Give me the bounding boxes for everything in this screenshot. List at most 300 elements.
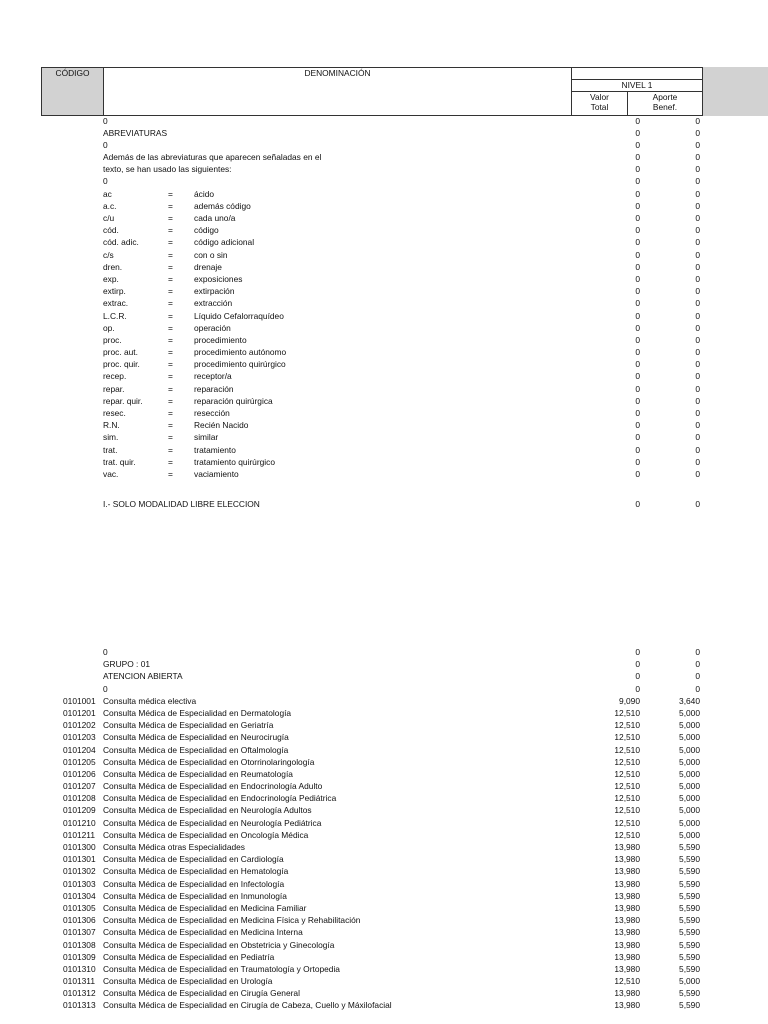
aporte-benef: 5,000 <box>679 781 700 792</box>
item-description: Consulta Médica de Especialidad en Neurología Adultos <box>103 805 312 816</box>
abbreviation-row <box>0 224 768 236</box>
abbreviation-meaning: código <box>194 225 219 236</box>
abbreviation: R.N. <box>103 420 120 431</box>
aporte-benef: 5,590 <box>679 866 700 877</box>
section-row-wrap <box>0 498 768 510</box>
aporte-header-line1: Aporte <box>652 92 678 102</box>
equals-sign: = <box>168 298 173 309</box>
valor-total: 0 <box>635 225 640 236</box>
aporte-benef: 0 <box>695 249 700 260</box>
table-row <box>0 853 768 865</box>
item-code: 0101306 <box>63 915 96 926</box>
abbreviation: c/u <box>103 213 115 223</box>
valor-total: 0 <box>635 127 640 138</box>
equals-sign: = <box>168 420 173 431</box>
aporte-benef: 5,590 <box>679 939 700 950</box>
valor-total: 0 <box>635 499 640 509</box>
abbreviation: op. <box>103 322 115 333</box>
abbreviation-meaning: similar <box>194 432 219 443</box>
item-description: Consulta Médica de Especialidad en Oncología Médica <box>103 829 309 840</box>
abbreviation-meaning: tratamiento quirúrgico <box>194 456 275 467</box>
valor-total: 0 <box>635 359 640 370</box>
equals-sign: = <box>168 456 173 467</box>
header-gray-band <box>702 67 768 116</box>
aporte-benef: 0 <box>695 383 700 394</box>
valor-total: 13,980 <box>614 988 640 999</box>
abbreviation: L.C.R. <box>103 310 127 321</box>
table-row <box>0 999 768 1011</box>
table-row <box>0 878 768 890</box>
table-row <box>0 139 768 151</box>
valor-total: 0 <box>635 408 640 418</box>
aporte-benef: 0 <box>695 395 700 406</box>
abbreviation: repar. quir. <box>103 395 143 406</box>
valor-total: 0 <box>635 139 640 150</box>
abbreviation-row <box>0 200 768 212</box>
section-title: I.- SOLO MODALIDAD LIBRE ELECCION <box>103 499 260 509</box>
aporte-benef: 0 <box>695 334 700 345</box>
item-code: 0101210 <box>63 817 96 828</box>
table-row <box>0 719 768 731</box>
table-row <box>0 792 768 804</box>
abbreviation-row <box>0 285 768 297</box>
valor-total: 12,510 <box>614 732 640 743</box>
table-row <box>0 987 768 999</box>
item-description: Consulta Médica de Especialidad en Neurocirugía <box>103 732 289 743</box>
abbreviation-meaning: receptor/a <box>194 371 232 382</box>
aporte-benef: 5,000 <box>679 793 700 804</box>
row-text: 0 <box>103 176 108 187</box>
aporte-benef: 0 <box>695 139 700 150</box>
valor-total: 13,980 <box>614 927 640 938</box>
table-row <box>0 963 768 975</box>
aporte-benef: 0 <box>695 176 700 187</box>
valor-total: 13,980 <box>614 842 640 852</box>
valor-total: 12,510 <box>614 756 640 767</box>
item-description: Consulta Médica de Especialidad en Otorrinolaringología <box>103 756 315 767</box>
table-row <box>0 829 768 841</box>
aporte-benef: 5,590 <box>679 878 700 889</box>
denominacion-header: DENOMINACIÓN <box>304 68 371 78</box>
item-code: 0101204 <box>63 744 96 755</box>
abbreviation: sim. <box>103 432 119 443</box>
valor-total: 0 <box>635 310 640 321</box>
abbreviation-row <box>0 273 768 285</box>
table-row <box>0 175 768 187</box>
aporte-benef: 5,000 <box>679 768 700 779</box>
item-code: 0101201 <box>63 707 96 718</box>
equals-sign: = <box>168 273 173 284</box>
abbreviation-meaning: reparación quirúrgica <box>194 395 273 406</box>
aporte-benef: 0 <box>695 659 700 670</box>
abbreviation-row <box>0 456 768 468</box>
abbreviation-list <box>0 188 768 481</box>
valor-total: 13,980 <box>614 866 640 877</box>
abbreviation: cód. <box>103 225 119 236</box>
abbreviation-row <box>0 236 768 248</box>
aporte-benef: 0 <box>695 359 700 370</box>
intro-paragraph-line: texto, se han usado las siguientes: <box>103 164 232 175</box>
item-code: 0101202 <box>63 720 96 731</box>
table-row <box>0 804 768 816</box>
valor-total: 12,510 <box>614 817 640 828</box>
equals-sign: = <box>168 359 173 370</box>
aporte-benef: 0 <box>695 310 700 321</box>
table-row <box>0 951 768 963</box>
item-description: Consulta Médica de Especialidad en Cirugía de Cabeza, Cuello y Máxilofacial <box>103 1000 392 1011</box>
abbreviation-meaning: vaciamiento <box>194 468 239 479</box>
item-description: Consulta Médica otras Especialidades <box>103 842 245 852</box>
equals-sign: = <box>168 408 173 418</box>
table-row <box>0 939 768 951</box>
aporte-benef: 5,000 <box>679 744 700 755</box>
item-description: Consulta Médica de Especialidad en Medicina Interna <box>103 927 303 938</box>
table-row <box>0 731 768 743</box>
abbreviation-meaning: extracción <box>194 298 233 309</box>
item-description: Consulta Médica de Especialidad en Obstetricia y Ginecología <box>103 939 335 950</box>
abbreviation: exp. <box>103 273 119 284</box>
aporte-benef: 0 <box>695 261 700 272</box>
valor-total: 12,510 <box>614 781 640 792</box>
valor-total: 0 <box>635 444 640 455</box>
abbreviation-row <box>0 468 768 480</box>
valor-total: 9,090 <box>619 695 640 706</box>
table-row <box>0 756 768 768</box>
equals-sign: = <box>168 468 173 479</box>
valor-total: 13,980 <box>614 915 640 926</box>
equals-sign: = <box>168 444 173 455</box>
abbreviation-meaning: Líquido Cefalorraquídeo <box>194 310 284 321</box>
aporte-benef: 5,590 <box>679 1000 700 1011</box>
abbreviation-row <box>0 322 768 334</box>
abbreviation-meaning: código adicional <box>194 237 255 248</box>
table-row <box>0 817 768 829</box>
aporte-benef: 5,000 <box>679 976 700 987</box>
aporte-header-cell <box>627 91 703 116</box>
group-subtitle: ATENCION ABIERTA <box>103 671 183 682</box>
aporte-benef: 5,000 <box>679 756 700 767</box>
equals-sign: = <box>168 188 173 199</box>
abbreviation-meaning: procedimiento <box>194 334 247 345</box>
abbreviation-row <box>0 419 768 431</box>
valor-total: 0 <box>635 261 640 272</box>
aporte-benef: 0 <box>695 671 700 682</box>
valor-total: 12,510 <box>614 707 640 718</box>
table-row <box>0 707 768 719</box>
valor-total: 0 <box>635 395 640 406</box>
aporte-benef: 3,640 <box>679 695 700 706</box>
item-description: Consulta Médica de Especialidad en Cirugía General <box>103 988 300 999</box>
table-row <box>0 841 768 853</box>
group-section <box>0 646 768 1012</box>
item-description: Consulta Médica de Especialidad en Reumatología <box>103 768 293 779</box>
item-code: 0101300 <box>63 842 96 852</box>
row-text: 0 <box>103 683 108 694</box>
aporte-benef: 5,000 <box>679 805 700 816</box>
equals-sign: = <box>168 383 173 394</box>
equals-sign: = <box>168 200 173 211</box>
abbreviation: recep. <box>103 371 127 382</box>
valor-total: 12,510 <box>614 744 640 755</box>
nivel-header: NIVEL 1 <box>621 80 653 90</box>
abbreviation-row <box>0 444 768 456</box>
row-text: 0 <box>103 139 108 150</box>
abbreviation-row <box>0 395 768 407</box>
item-list <box>0 695 768 1012</box>
valor-total: 0 <box>635 432 640 443</box>
intro-paragraph-line: Además de las abreviaturas que aparecen señaladas en el <box>103 152 322 163</box>
abbreviation-meaning: además código <box>194 200 251 211</box>
item-description: Consulta Médica de Especialidad en Inmunología <box>103 890 287 901</box>
item-code: 0101310 <box>63 963 96 974</box>
abbreviation: trat. <box>103 444 118 455</box>
item-description: Consulta Médica de Especialidad en Medicina Física y Rehabilitación <box>103 915 361 926</box>
abbreviation: ac <box>103 188 112 199</box>
abbreviation: proc. aut. <box>103 347 138 358</box>
valor-total: 0 <box>635 659 640 670</box>
equals-sign: = <box>168 347 173 358</box>
aporte-benef: 0 <box>695 213 700 223</box>
abbreviation-meaning: Recién Nacido <box>194 420 249 431</box>
aporte-benef: 5,590 <box>679 902 700 913</box>
item-code: 0101309 <box>63 951 96 962</box>
aporte-benef: 0 <box>695 456 700 467</box>
denominacion-header-cell <box>103 67 572 116</box>
valor-total: 13,980 <box>614 878 640 889</box>
section-row <box>0 498 768 510</box>
aporte-benef: 5,000 <box>679 707 700 718</box>
valor-total: 12,510 <box>614 976 640 987</box>
abbreviation: proc. <box>103 334 122 345</box>
aporte-benef: 0 <box>695 420 700 431</box>
valor-total: 0 <box>635 347 640 358</box>
equals-sign: = <box>168 237 173 248</box>
valor-total: 13,980 <box>614 951 640 962</box>
valor-total: 0 <box>635 647 640 657</box>
abbreviation: c/s <box>103 249 114 260</box>
item-description: Consulta Médica de Especialidad en Cardiología <box>103 854 284 865</box>
equals-sign: = <box>168 432 173 443</box>
equals-sign: = <box>168 225 173 236</box>
abbreviation-row <box>0 407 768 419</box>
item-code: 0101305 <box>63 902 96 913</box>
valor-total: 0 <box>635 164 640 175</box>
abbreviation-meaning: tratamiento <box>194 444 236 455</box>
item-code: 0101307 <box>63 927 96 938</box>
table-row <box>0 115 768 127</box>
valor-total: 0 <box>635 273 640 284</box>
item-code: 0101304 <box>63 890 96 901</box>
abbreviation-meaning: ácido <box>194 188 215 199</box>
aporte-benef: 0 <box>695 115 700 126</box>
equals-sign: = <box>168 213 173 223</box>
aporte-benef: 5,000 <box>679 732 700 743</box>
aporte-benef: 5,590 <box>679 951 700 962</box>
abbreviation-meaning: cada uno/a <box>194 213 236 223</box>
table-row <box>0 768 768 780</box>
abbreviation-meaning: resección <box>194 408 230 418</box>
valor-total: 12,510 <box>614 805 640 816</box>
table-row <box>0 865 768 877</box>
valor-total: 0 <box>635 322 640 333</box>
abbreviation-row <box>0 358 768 370</box>
abbreviation: cód. adic. <box>103 237 139 248</box>
intro-section <box>0 115 768 481</box>
aporte-benef: 5,590 <box>679 927 700 938</box>
table-row <box>0 744 768 756</box>
valor-total: 0 <box>635 456 640 467</box>
aporte-benef: 0 <box>695 322 700 333</box>
table-row <box>0 695 768 707</box>
abbreviation: extrac. <box>103 298 129 309</box>
item-description: Consulta Médica de Especialidad en Traumatología y Ortopedia <box>103 963 340 974</box>
item-description: Consulta Médica de Especialidad en Endocrinología Adulto <box>103 781 323 792</box>
equals-sign: = <box>168 395 173 406</box>
abbreviation: resec. <box>103 408 126 418</box>
aporte-benef: 5,590 <box>679 854 700 865</box>
aporte-benef: 0 <box>695 347 700 358</box>
aporte-benef: 0 <box>695 237 700 248</box>
valor-total: 0 <box>635 152 640 163</box>
valor-header-cell <box>571 91 628 116</box>
item-code: 0101001 <box>63 695 96 706</box>
aporte-benef: 0 <box>695 408 700 418</box>
valor-total: 0 <box>635 176 640 187</box>
valor-total: 0 <box>635 671 640 682</box>
item-description: Consulta Médica de Especialidad en Endocrinología Pediátrica <box>103 793 337 804</box>
valor-total: 13,980 <box>614 854 640 865</box>
aporte-benef: 0 <box>695 273 700 284</box>
valor-total: 13,980 <box>614 1000 640 1011</box>
item-code: 0101208 <box>63 793 96 804</box>
abreviaturas-title: ABREVIATURAS <box>103 127 168 138</box>
item-code: 0101312 <box>63 988 96 999</box>
table-row <box>0 914 768 926</box>
aporte-benef: 0 <box>695 127 700 138</box>
table-header <box>41 67 702 115</box>
aporte-benef: 0 <box>695 499 700 509</box>
abbreviation-meaning: extirpación <box>194 286 235 297</box>
equals-sign: = <box>168 371 173 382</box>
valor-header-line2: Total <box>590 102 609 112</box>
item-code: 0101211 <box>63 829 95 840</box>
valor-header-line1: Valor <box>590 92 609 102</box>
aporte-benef: 0 <box>695 298 700 309</box>
abbreviation-row <box>0 297 768 309</box>
item-code: 0101207 <box>63 781 96 792</box>
abbreviation: repar. <box>103 383 125 394</box>
valor-total: 0 <box>635 115 640 126</box>
table-row <box>0 890 768 902</box>
table-row <box>0 902 768 914</box>
aporte-benef: 0 <box>695 200 700 211</box>
abbreviation-row <box>0 370 768 382</box>
table-row <box>0 926 768 938</box>
item-code: 0101308 <box>63 939 96 950</box>
valor-total: 13,980 <box>614 963 640 974</box>
aporte-benef: 5,000 <box>679 817 700 828</box>
item-code: 0101313 <box>63 1000 96 1011</box>
item-code: 0101302 <box>63 866 96 877</box>
valor-total: 13,980 <box>614 902 640 913</box>
valor-total: 0 <box>635 249 640 260</box>
valor-total: 12,510 <box>614 793 640 804</box>
aporte-benef: 0 <box>695 647 700 657</box>
valor-total: 0 <box>635 213 640 223</box>
abbreviation-row <box>0 212 768 224</box>
equals-sign: = <box>168 310 173 321</box>
abbreviation-meaning: con o sin <box>194 249 228 260</box>
aporte-benef: 5,590 <box>679 915 700 926</box>
abbreviation-row <box>0 346 768 358</box>
valor-total: 0 <box>635 371 640 382</box>
abbreviation-row <box>0 188 768 200</box>
item-description: Consulta médica electiva <box>103 695 197 706</box>
row-text: 0 <box>103 115 108 126</box>
valor-total: 0 <box>635 200 640 211</box>
abbreviation: proc. quir. <box>103 359 140 370</box>
aporte-benef: 0 <box>695 432 700 443</box>
valor-total: 12,510 <box>614 768 640 779</box>
item-code: 0101311 <box>63 976 95 987</box>
aporte-benef: 0 <box>695 225 700 236</box>
equals-sign: = <box>168 249 173 260</box>
abbreviation-row <box>0 334 768 346</box>
aporte-benef: 5,000 <box>679 829 700 840</box>
table-row <box>0 780 768 792</box>
valor-total: 12,510 <box>614 720 640 731</box>
item-description: Consulta Médica de Especialidad en Urología <box>103 976 273 987</box>
abbreviation-row <box>0 249 768 261</box>
valor-total: 12,510 <box>614 829 640 840</box>
item-description: Consulta Médica de Especialidad en Infectología <box>103 878 285 889</box>
group-title: GRUPO : 01 <box>103 659 151 670</box>
aporte-benef: 0 <box>695 152 700 163</box>
valor-total: 0 <box>635 468 640 479</box>
item-code: 0101205 <box>63 756 96 767</box>
valor-total: 0 <box>635 383 640 394</box>
abbreviation-meaning: operación <box>194 322 231 333</box>
table-row <box>0 670 768 682</box>
equals-sign: = <box>168 286 173 297</box>
abbreviation-meaning: exposiciones <box>194 273 243 284</box>
item-description: Consulta Médica de Especialidad en Dermatología <box>103 707 292 718</box>
valor-total: 0 <box>635 298 640 309</box>
aporte-benef: 0 <box>695 371 700 382</box>
aporte-benef: 5,590 <box>679 963 700 974</box>
table-row <box>0 163 768 175</box>
valor-total: 0 <box>635 237 640 248</box>
abbreviation-meaning: procedimiento autónomo <box>194 347 287 358</box>
aporte-benef: 5,590 <box>679 890 700 901</box>
item-code: 0101301 <box>63 854 96 865</box>
table-row <box>0 151 768 163</box>
codigo-header: CÓDIGO <box>55 68 90 78</box>
item-description: Consulta Médica de Especialidad en Hematología <box>103 866 289 877</box>
aporte-benef: 0 <box>695 188 700 199</box>
table-row <box>0 975 768 987</box>
abbreviation-row <box>0 431 768 443</box>
aporte-benef: 0 <box>695 444 700 455</box>
abbreviation-meaning: procedimiento quirúrgico <box>194 359 286 370</box>
item-description: Consulta Médica de Especialidad en Medicina Familiar <box>103 902 307 913</box>
aporte-header-line2: Benef. <box>652 102 678 112</box>
valor-total: 0 <box>635 420 640 431</box>
abbreviation-row <box>0 383 768 395</box>
abbreviation: trat. quir. <box>103 456 136 467</box>
item-code: 0101209 <box>63 805 96 816</box>
item-description: Consulta Médica de Especialidad en Pediatría <box>103 951 275 962</box>
